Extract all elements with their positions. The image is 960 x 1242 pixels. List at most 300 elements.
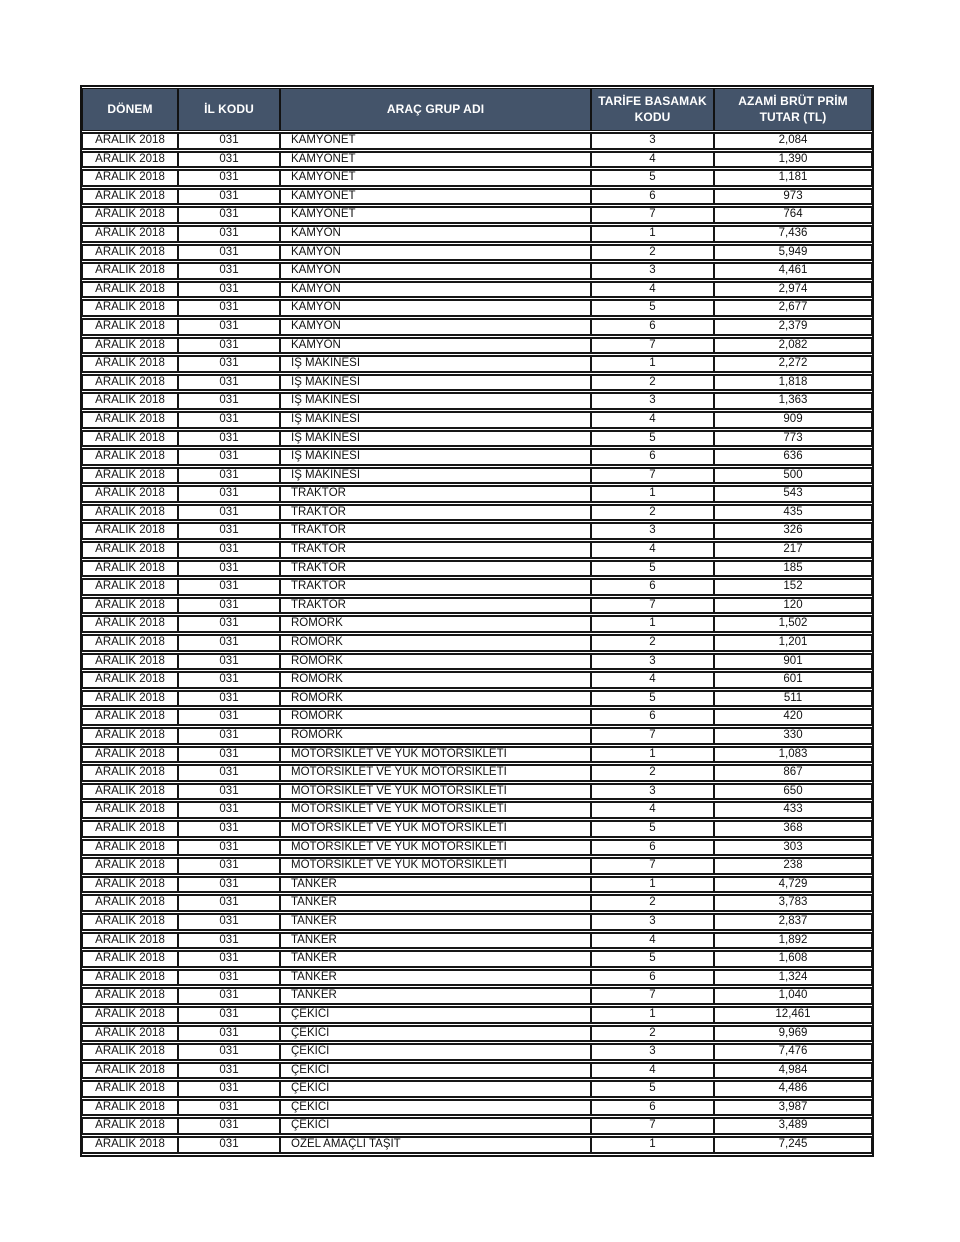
cell-tarife-basamak-kodu: 4 xyxy=(591,281,714,299)
cell-donem: ARALIK 2018 xyxy=(82,430,178,448)
table-body xyxy=(82,132,872,1154)
table-row xyxy=(82,1025,872,1043)
cell-il-kodu: 031 xyxy=(178,913,280,931)
cell-azami-brut-prim-tutar: 1,324 xyxy=(714,969,872,987)
cell-tarife-basamak-kodu: 2 xyxy=(591,504,714,522)
cell-arac-grup-adi: KAMYON xyxy=(280,318,591,336)
cell-arac-grup-adi: RÖMORK xyxy=(280,653,591,671)
cell-azami-brut-prim-tutar: 4,729 xyxy=(714,876,872,894)
cell-azami-brut-prim-tutar: 238 xyxy=(714,857,872,875)
cell-azami-brut-prim-tutar: 773 xyxy=(714,430,872,448)
cell-azami-brut-prim-tutar: 3,783 xyxy=(714,894,872,912)
cell-arac-grup-adi: TANKER xyxy=(280,876,591,894)
cell-azami-brut-prim-tutar: 4,486 xyxy=(714,1080,872,1098)
cell-arac-grup-adi: İŞ MAKİNESİ xyxy=(280,411,591,429)
cell-donem: ARALIK 2018 xyxy=(82,411,178,429)
cell-arac-grup-adi: KAMYON xyxy=(280,225,591,243)
table-row xyxy=(82,820,872,838)
cell-donem: ARALIK 2018 xyxy=(82,132,178,150)
table-row xyxy=(82,225,872,243)
cell-donem: ARALIK 2018 xyxy=(82,653,178,671)
cell-donem: ARALIK 2018 xyxy=(82,969,178,987)
cell-arac-grup-adi: TRAKTÖR xyxy=(280,522,591,540)
cell-il-kodu: 031 xyxy=(178,690,280,708)
table-row xyxy=(82,690,872,708)
cell-il-kodu: 031 xyxy=(178,820,280,838)
cell-il-kodu: 031 xyxy=(178,206,280,224)
cell-azami-brut-prim-tutar: 1,363 xyxy=(714,392,872,410)
cell-donem: ARALIK 2018 xyxy=(82,1006,178,1024)
cell-arac-grup-adi: KAMYON xyxy=(280,262,591,280)
cell-il-kodu: 031 xyxy=(178,1117,280,1135)
cell-tarife-basamak-kodu: 5 xyxy=(591,820,714,838)
table-row xyxy=(82,355,872,373)
cell-donem: ARALIK 2018 xyxy=(82,560,178,578)
table-row xyxy=(82,801,872,819)
table-row xyxy=(82,987,872,1005)
cell-tarife-basamak-kodu: 2 xyxy=(591,894,714,912)
cell-arac-grup-adi: MOTORSİKLET VE YÜK MOTORSİKLETİ xyxy=(280,801,591,819)
cell-azami-brut-prim-tutar: 12,461 xyxy=(714,1006,872,1024)
table-row xyxy=(82,430,872,448)
cell-tarife-basamak-kodu: 1 xyxy=(591,746,714,764)
table-row xyxy=(82,1099,872,1117)
table-row xyxy=(82,615,872,633)
table-row xyxy=(82,206,872,224)
table-row xyxy=(82,188,872,206)
cell-tarife-basamak-kodu: 6 xyxy=(591,188,714,206)
cell-donem: ARALIK 2018 xyxy=(82,950,178,968)
cell-il-kodu: 031 xyxy=(178,634,280,652)
table-row xyxy=(82,467,872,485)
cell-il-kodu: 031 xyxy=(178,560,280,578)
cell-arac-grup-adi: KAMYONET xyxy=(280,206,591,224)
cell-il-kodu: 031 xyxy=(178,597,280,615)
cell-azami-brut-prim-tutar: 2,082 xyxy=(714,337,872,355)
cell-tarife-basamak-kodu: 2 xyxy=(591,634,714,652)
table-row xyxy=(82,374,872,392)
cell-azami-brut-prim-tutar: 368 xyxy=(714,820,872,838)
cell-il-kodu: 031 xyxy=(178,932,280,950)
cell-il-kodu: 031 xyxy=(178,708,280,726)
cell-il-kodu: 031 xyxy=(178,299,280,317)
table-row xyxy=(82,337,872,355)
table-row xyxy=(82,578,872,596)
cell-arac-grup-adi: TANKER xyxy=(280,913,591,931)
cell-arac-grup-adi: MOTORSİKLET VE YÜK MOTORSİKLETİ xyxy=(280,820,591,838)
cell-il-kodu: 031 xyxy=(178,355,280,373)
cell-azami-brut-prim-tutar: 2,974 xyxy=(714,281,872,299)
cell-donem: ARALIK 2018 xyxy=(82,820,178,838)
cell-arac-grup-adi: RÖMORK xyxy=(280,727,591,745)
cell-donem: ARALIK 2018 xyxy=(82,1025,178,1043)
cell-arac-grup-adi: ÖZEL AMAÇLI TAŞIT xyxy=(280,1136,591,1154)
cell-donem: ARALIK 2018 xyxy=(82,783,178,801)
cell-tarife-basamak-kodu: 2 xyxy=(591,244,714,262)
cell-tarife-basamak-kodu: 5 xyxy=(591,1080,714,1098)
cell-azami-brut-prim-tutar: 1,502 xyxy=(714,615,872,633)
cell-azami-brut-prim-tutar: 185 xyxy=(714,560,872,578)
cell-donem: ARALIK 2018 xyxy=(82,746,178,764)
cell-arac-grup-adi: ÇEKİCİ xyxy=(280,1062,591,1080)
cell-il-kodu: 031 xyxy=(178,522,280,540)
cell-donem: ARALIK 2018 xyxy=(82,337,178,355)
cell-azami-brut-prim-tutar: 636 xyxy=(714,448,872,466)
cell-tarife-basamak-kodu: 4 xyxy=(591,932,714,950)
cell-arac-grup-adi: ÇEKİCİ xyxy=(280,1099,591,1117)
cell-donem: ARALIK 2018 xyxy=(82,615,178,633)
cell-azami-brut-prim-tutar: 2,677 xyxy=(714,299,872,317)
cell-donem: ARALIK 2018 xyxy=(82,708,178,726)
cell-il-kodu: 031 xyxy=(178,764,280,782)
table-row xyxy=(82,969,872,987)
cell-donem: ARALIK 2018 xyxy=(82,1136,178,1154)
cell-tarife-basamak-kodu: 5 xyxy=(591,299,714,317)
cell-il-kodu: 031 xyxy=(178,783,280,801)
table-row xyxy=(82,411,872,429)
cell-arac-grup-adi: ÇEKİCİ xyxy=(280,1080,591,1098)
cell-arac-grup-adi: ÇEKİCİ xyxy=(280,1117,591,1135)
cell-donem: ARALIK 2018 xyxy=(82,299,178,317)
cell-arac-grup-adi: İŞ MAKİNESİ xyxy=(280,355,591,373)
table-row xyxy=(82,839,872,857)
cell-azami-brut-prim-tutar: 1,608 xyxy=(714,950,872,968)
cell-azami-brut-prim-tutar: 120 xyxy=(714,597,872,615)
cell-azami-brut-prim-tutar: 4,984 xyxy=(714,1062,872,1080)
cell-tarife-basamak-kodu: 2 xyxy=(591,1025,714,1043)
cell-azami-brut-prim-tutar: 433 xyxy=(714,801,872,819)
cell-arac-grup-adi: KAMYON xyxy=(280,337,591,355)
cell-il-kodu: 031 xyxy=(178,1080,280,1098)
cell-azami-brut-prim-tutar: 9,969 xyxy=(714,1025,872,1043)
cell-arac-grup-adi: TANKER xyxy=(280,932,591,950)
cell-il-kodu: 031 xyxy=(178,318,280,336)
table-row xyxy=(82,708,872,726)
cell-il-kodu: 031 xyxy=(178,1006,280,1024)
table-row xyxy=(82,132,872,150)
cell-donem: ARALIK 2018 xyxy=(82,541,178,559)
cell-donem: ARALIK 2018 xyxy=(82,151,178,169)
cell-azami-brut-prim-tutar: 152 xyxy=(714,578,872,596)
cell-tarife-basamak-kodu: 5 xyxy=(591,169,714,187)
table-row xyxy=(82,448,872,466)
cell-il-kodu: 031 xyxy=(178,727,280,745)
table-row xyxy=(82,262,872,280)
cell-tarife-basamak-kodu: 5 xyxy=(591,950,714,968)
cell-azami-brut-prim-tutar: 7,476 xyxy=(714,1043,872,1061)
cell-arac-grup-adi: RÖMORK xyxy=(280,671,591,689)
cell-tarife-basamak-kodu: 3 xyxy=(591,522,714,540)
cell-il-kodu: 031 xyxy=(178,151,280,169)
cell-azami-brut-prim-tutar: 601 xyxy=(714,671,872,689)
cell-donem: ARALIK 2018 xyxy=(82,522,178,540)
cell-azami-brut-prim-tutar: 217 xyxy=(714,541,872,559)
cell-azami-brut-prim-tutar: 1,390 xyxy=(714,151,872,169)
cell-arac-grup-adi: TRAKTÖR xyxy=(280,578,591,596)
cell-il-kodu: 031 xyxy=(178,1062,280,1080)
cell-donem: ARALIK 2018 xyxy=(82,448,178,466)
cell-azami-brut-prim-tutar: 901 xyxy=(714,653,872,671)
cell-donem: ARALIK 2018 xyxy=(82,839,178,857)
cell-arac-grup-adi: KAMYON xyxy=(280,244,591,262)
cell-arac-grup-adi: ÇEKİCİ xyxy=(280,1043,591,1061)
cell-arac-grup-adi: RÖMORK xyxy=(280,634,591,652)
column-header-tarife-basamak-kodu: TARİFE BASAMAK KODU xyxy=(591,88,714,131)
cell-azami-brut-prim-tutar: 973 xyxy=(714,188,872,206)
cell-tarife-basamak-kodu: 4 xyxy=(591,801,714,819)
cell-il-kodu: 031 xyxy=(178,188,280,206)
cell-donem: ARALIK 2018 xyxy=(82,857,178,875)
cell-donem: ARALIK 2018 xyxy=(82,1080,178,1098)
table-row xyxy=(82,764,872,782)
cell-azami-brut-prim-tutar: 303 xyxy=(714,839,872,857)
cell-il-kodu: 031 xyxy=(178,132,280,150)
cell-arac-grup-adi: TANKER xyxy=(280,950,591,968)
cell-il-kodu: 031 xyxy=(178,225,280,243)
cell-tarife-basamak-kodu: 5 xyxy=(591,430,714,448)
table-row xyxy=(82,318,872,336)
cell-il-kodu: 031 xyxy=(178,801,280,819)
cell-il-kodu: 031 xyxy=(178,969,280,987)
cell-il-kodu: 031 xyxy=(178,839,280,857)
cell-il-kodu: 031 xyxy=(178,411,280,429)
cell-azami-brut-prim-tutar: 500 xyxy=(714,467,872,485)
table-row xyxy=(82,950,872,968)
cell-donem: ARALIK 2018 xyxy=(82,801,178,819)
cell-tarife-basamak-kodu: 1 xyxy=(591,615,714,633)
cell-donem: ARALIK 2018 xyxy=(82,932,178,950)
cell-il-kodu: 031 xyxy=(178,746,280,764)
cell-tarife-basamak-kodu: 3 xyxy=(591,262,714,280)
cell-donem: ARALIK 2018 xyxy=(82,1062,178,1080)
cell-arac-grup-adi: TRAKTÖR xyxy=(280,485,591,503)
premium-table-container xyxy=(80,85,874,1157)
cell-il-kodu: 031 xyxy=(178,504,280,522)
cell-arac-grup-adi: KAMYON xyxy=(280,299,591,317)
cell-donem: ARALIK 2018 xyxy=(82,244,178,262)
cell-donem: ARALIK 2018 xyxy=(82,392,178,410)
cell-arac-grup-adi: İŞ MAKİNESİ xyxy=(280,448,591,466)
cell-tarife-basamak-kodu: 3 xyxy=(591,653,714,671)
cell-il-kodu: 031 xyxy=(178,467,280,485)
cell-tarife-basamak-kodu: 3 xyxy=(591,132,714,150)
table-row xyxy=(82,932,872,950)
cell-arac-grup-adi: MOTORSİKLET VE YÜK MOTORSİKLETİ xyxy=(280,783,591,801)
cell-azami-brut-prim-tutar: 909 xyxy=(714,411,872,429)
table-row xyxy=(82,1080,872,1098)
cell-tarife-basamak-kodu: 1 xyxy=(591,485,714,503)
cell-il-kodu: 031 xyxy=(178,950,280,968)
cell-il-kodu: 031 xyxy=(178,337,280,355)
cell-tarife-basamak-kodu: 6 xyxy=(591,839,714,857)
cell-tarife-basamak-kodu: 1 xyxy=(591,876,714,894)
cell-tarife-basamak-kodu: 5 xyxy=(591,690,714,708)
cell-arac-grup-adi: MOTORSİKLET VE YÜK MOTORSİKLETİ xyxy=(280,764,591,782)
cell-donem: ARALIK 2018 xyxy=(82,987,178,1005)
cell-arac-grup-adi: TRAKTÖR xyxy=(280,504,591,522)
header-row xyxy=(82,88,872,131)
cell-azami-brut-prim-tutar: 326 xyxy=(714,522,872,540)
cell-arac-grup-adi: RÖMORK xyxy=(280,690,591,708)
cell-arac-grup-adi: TANKER xyxy=(280,987,591,1005)
cell-donem: ARALIK 2018 xyxy=(82,1043,178,1061)
table-row xyxy=(82,913,872,931)
cell-tarife-basamak-kodu: 6 xyxy=(591,578,714,596)
table-row xyxy=(82,151,872,169)
cell-azami-brut-prim-tutar: 3,987 xyxy=(714,1099,872,1117)
column-header-donem: DÖNEM xyxy=(82,88,178,131)
cell-donem: ARALIK 2018 xyxy=(82,764,178,782)
cell-arac-grup-adi: RÖMORK xyxy=(280,708,591,726)
cell-donem: ARALIK 2018 xyxy=(82,485,178,503)
cell-tarife-basamak-kodu: 7 xyxy=(591,1117,714,1135)
table-row xyxy=(82,485,872,503)
cell-azami-brut-prim-tutar: 2,272 xyxy=(714,355,872,373)
cell-tarife-basamak-kodu: 1 xyxy=(591,225,714,243)
cell-donem: ARALIK 2018 xyxy=(82,225,178,243)
cell-tarife-basamak-kodu: 7 xyxy=(591,206,714,224)
cell-arac-grup-adi: İŞ MAKİNESİ xyxy=(280,392,591,410)
cell-tarife-basamak-kodu: 3 xyxy=(591,913,714,931)
table-row xyxy=(82,857,872,875)
cell-arac-grup-adi: KAMYON xyxy=(280,281,591,299)
column-header-il-kodu: İL KODU xyxy=(178,88,280,131)
cell-tarife-basamak-kodu: 7 xyxy=(591,337,714,355)
cell-il-kodu: 031 xyxy=(178,1043,280,1061)
table-row xyxy=(82,504,872,522)
cell-arac-grup-adi: KAMYONET xyxy=(280,132,591,150)
cell-il-kodu: 031 xyxy=(178,485,280,503)
cell-il-kodu: 031 xyxy=(178,857,280,875)
cell-arac-grup-adi: MOTORSİKLET VE YÜK MOTORSİKLETİ xyxy=(280,857,591,875)
cell-azami-brut-prim-tutar: 435 xyxy=(714,504,872,522)
cell-il-kodu: 031 xyxy=(178,281,280,299)
cell-il-kodu: 031 xyxy=(178,430,280,448)
cell-il-kodu: 031 xyxy=(178,392,280,410)
cell-tarife-basamak-kodu: 1 xyxy=(591,1136,714,1154)
cell-il-kodu: 031 xyxy=(178,448,280,466)
cell-il-kodu: 031 xyxy=(178,987,280,1005)
cell-tarife-basamak-kodu: 6 xyxy=(591,448,714,466)
cell-donem: ARALIK 2018 xyxy=(82,188,178,206)
table-row xyxy=(82,597,872,615)
cell-azami-brut-prim-tutar: 1,083 xyxy=(714,746,872,764)
cell-donem: ARALIK 2018 xyxy=(82,690,178,708)
cell-tarife-basamak-kodu: 4 xyxy=(591,541,714,559)
cell-azami-brut-prim-tutar: 4,461 xyxy=(714,262,872,280)
cell-tarife-basamak-kodu: 6 xyxy=(591,318,714,336)
table-row xyxy=(82,671,872,689)
table-row xyxy=(82,876,872,894)
cell-arac-grup-adi: KAMYONET xyxy=(280,188,591,206)
cell-il-kodu: 031 xyxy=(178,169,280,187)
table-header xyxy=(82,88,872,131)
table-row xyxy=(82,894,872,912)
cell-tarife-basamak-kodu: 7 xyxy=(591,597,714,615)
cell-donem: ARALIK 2018 xyxy=(82,1117,178,1135)
cell-arac-grup-adi: TRAKTÖR xyxy=(280,597,591,615)
cell-il-kodu: 031 xyxy=(178,876,280,894)
cell-il-kodu: 031 xyxy=(178,541,280,559)
cell-tarife-basamak-kodu: 2 xyxy=(591,374,714,392)
cell-donem: ARALIK 2018 xyxy=(82,578,178,596)
cell-donem: ARALIK 2018 xyxy=(82,467,178,485)
cell-il-kodu: 031 xyxy=(178,578,280,596)
cell-azami-brut-prim-tutar: 2,837 xyxy=(714,913,872,931)
cell-arac-grup-adi: TANKER xyxy=(280,969,591,987)
cell-azami-brut-prim-tutar: 650 xyxy=(714,783,872,801)
table-row xyxy=(82,746,872,764)
cell-azami-brut-prim-tutar: 1,040 xyxy=(714,987,872,1005)
cell-azami-brut-prim-tutar: 1,892 xyxy=(714,932,872,950)
cell-arac-grup-adi: MOTORSİKLET VE YÜK MOTORSİKLETİ xyxy=(280,839,591,857)
cell-tarife-basamak-kodu: 1 xyxy=(591,355,714,373)
cell-tarife-basamak-kodu: 4 xyxy=(591,671,714,689)
cell-donem: ARALIK 2018 xyxy=(82,634,178,652)
cell-il-kodu: 031 xyxy=(178,1136,280,1154)
cell-arac-grup-adi: TRAKTÖR xyxy=(280,541,591,559)
cell-azami-brut-prim-tutar: 764 xyxy=(714,206,872,224)
table-row xyxy=(82,1006,872,1024)
cell-arac-grup-adi: RÖMORK xyxy=(280,615,591,633)
cell-donem: ARALIK 2018 xyxy=(82,671,178,689)
cell-donem: ARALIK 2018 xyxy=(82,913,178,931)
cell-azami-brut-prim-tutar: 2,084 xyxy=(714,132,872,150)
cell-donem: ARALIK 2018 xyxy=(82,894,178,912)
cell-arac-grup-adi: İŞ MAKİNESİ xyxy=(280,467,591,485)
cell-azami-brut-prim-tutar: 7,436 xyxy=(714,225,872,243)
cell-donem: ARALIK 2018 xyxy=(82,281,178,299)
cell-il-kodu: 031 xyxy=(178,894,280,912)
cell-il-kodu: 031 xyxy=(178,615,280,633)
cell-il-kodu: 031 xyxy=(178,1025,280,1043)
cell-arac-grup-adi: ÇEKİCİ xyxy=(280,1006,591,1024)
cell-azami-brut-prim-tutar: 1,201 xyxy=(714,634,872,652)
cell-azami-brut-prim-tutar: 867 xyxy=(714,764,872,782)
cell-arac-grup-adi: TRAKTÖR xyxy=(280,560,591,578)
cell-donem: ARALIK 2018 xyxy=(82,374,178,392)
cell-arac-grup-adi: KAMYONET xyxy=(280,169,591,187)
cell-tarife-basamak-kodu: 1 xyxy=(591,1006,714,1024)
table-row xyxy=(82,169,872,187)
cell-azami-brut-prim-tutar: 1,181 xyxy=(714,169,872,187)
cell-tarife-basamak-kodu: 3 xyxy=(591,392,714,410)
cell-il-kodu: 031 xyxy=(178,262,280,280)
cell-azami-brut-prim-tutar: 420 xyxy=(714,708,872,726)
cell-donem: ARALIK 2018 xyxy=(82,206,178,224)
table-row xyxy=(82,299,872,317)
column-header-arac-grup-adi: ARAÇ GRUP ADI xyxy=(280,88,591,131)
table-row xyxy=(82,244,872,262)
cell-tarife-basamak-kodu: 6 xyxy=(591,708,714,726)
cell-azami-brut-prim-tutar: 5,949 xyxy=(714,244,872,262)
cell-azami-brut-prim-tutar: 3,489 xyxy=(714,1117,872,1135)
cell-il-kodu: 031 xyxy=(178,1099,280,1117)
table-row xyxy=(82,1043,872,1061)
cell-donem: ARALIK 2018 xyxy=(82,318,178,336)
table-row xyxy=(82,634,872,652)
table-row xyxy=(82,1117,872,1135)
cell-arac-grup-adi: İŞ MAKİNESİ xyxy=(280,374,591,392)
cell-tarife-basamak-kodu: 6 xyxy=(591,1099,714,1117)
cell-il-kodu: 031 xyxy=(178,653,280,671)
table-row xyxy=(82,1062,872,1080)
table-row xyxy=(82,522,872,540)
table-row xyxy=(82,281,872,299)
cell-donem: ARALIK 2018 xyxy=(82,355,178,373)
cell-azami-brut-prim-tutar: 330 xyxy=(714,727,872,745)
cell-tarife-basamak-kodu: 6 xyxy=(591,969,714,987)
